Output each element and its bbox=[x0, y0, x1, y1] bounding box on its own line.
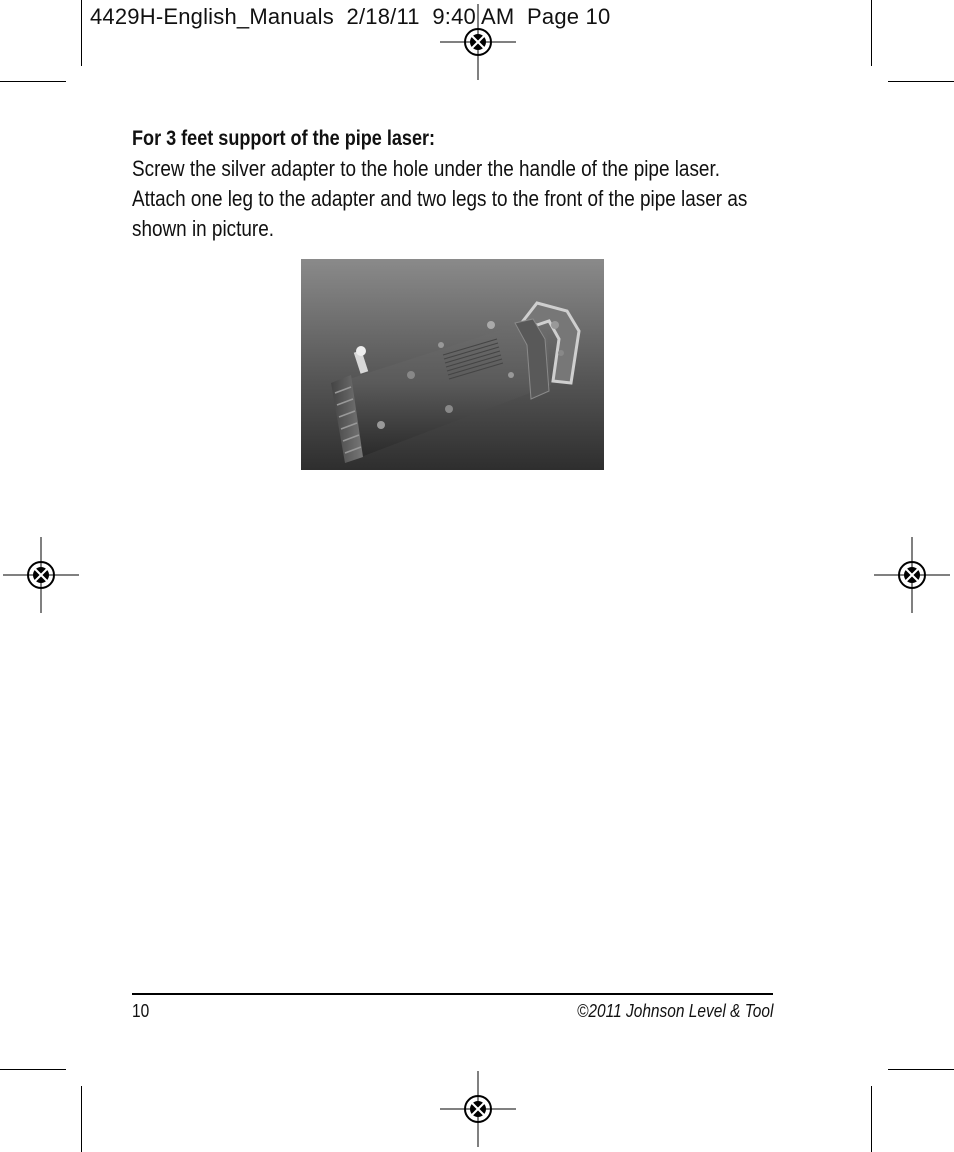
print-slug-line: 4429H-English_Manuals 2/18/11 9:40 AM Page 10 bbox=[90, 4, 611, 29]
section-heading: For 3 feet support of the pipe laser: bbox=[132, 127, 436, 150]
registration-mark-right-icon bbox=[872, 535, 952, 615]
trim-mark-top-left-horizontal bbox=[0, 81, 66, 82]
page-number: 10 bbox=[132, 1001, 150, 1021]
trim-mark-top-right-horizontal bbox=[888, 81, 954, 82]
instruction-paragraph: Screw the silver adapter to the hole under the handle of the pipe laser. Attach one leg to the adapter and two legs to the front of the pipe laser as shown in picture. bbox=[132, 156, 748, 241]
registration-mark-bottom-icon bbox=[438, 1069, 518, 1149]
trim-mark-top-left-vertical bbox=[81, 0, 82, 66]
trim-mark-bottom-right-horizontal bbox=[888, 1069, 954, 1070]
registration-mark-top-icon bbox=[438, 2, 518, 82]
registration-mark-left-icon bbox=[1, 535, 81, 615]
footer-rule bbox=[132, 993, 773, 995]
pipe-laser-photo bbox=[301, 259, 604, 470]
trim-mark-top-right-vertical bbox=[871, 0, 872, 66]
copyright-notice: ©2011 Johnson Level & Tool bbox=[576, 1001, 773, 1021]
trim-mark-bottom-left-vertical bbox=[81, 1086, 82, 1152]
trim-mark-bottom-right-vertical bbox=[871, 1086, 872, 1152]
instruction-section bbox=[132, 124, 772, 244]
trim-mark-bottom-left-horizontal bbox=[0, 1069, 66, 1070]
